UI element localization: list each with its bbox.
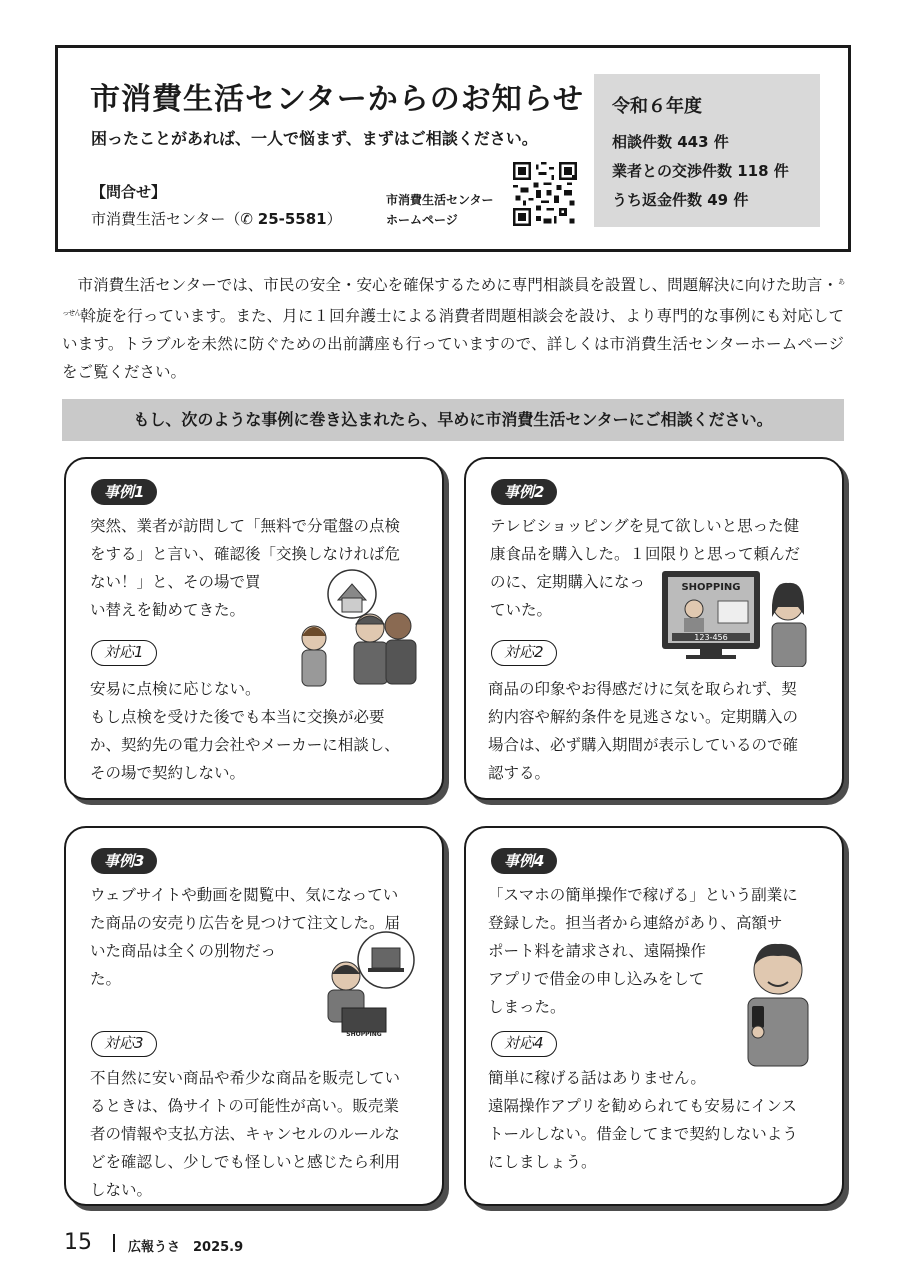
- online-shopping-illustration: [306, 930, 424, 1040]
- case-text-2-line: テレビショッピングを見て欲しいと思った健: [490, 517, 800, 535]
- salesman-illustration: [294, 566, 434, 690]
- case-text-3-line: た。: [90, 970, 122, 988]
- intro-part2: 斡旋を行っています。また、月に１回弁護士による消費者問題相談会を設け、より専門的な事例にも対応しています。トラブルを未然に防ぐための出前講座も行っていますので、詳しくは市消費生活センターホームページをご覧ください。: [62, 307, 844, 382]
- stats-panel: [594, 74, 820, 227]
- response-text-1: [90, 675, 430, 787]
- case-text-1-line: ない！」と、その場で買: [90, 573, 261, 591]
- package-label: SHOPPING: [346, 1031, 382, 1038]
- response-label-1: 対応1: [91, 640, 157, 666]
- response-text-1-line: か、契約先の電力会社やメーカーに相談し、: [90, 736, 400, 754]
- contact-phone[interactable]: 25-5581: [257, 210, 327, 228]
- smartphone-man-illustration: [738, 936, 818, 1068]
- contact-label: 【問合せ】: [91, 183, 167, 201]
- case-text-3-line: ウェブサイトや動画を閲覧中、気になってい: [90, 886, 399, 904]
- intro-furigana: あっせん: [62, 278, 844, 318]
- contact-name: 市消費生活センター（: [91, 210, 241, 228]
- case-text-1-line: をする」と言い、確認後「交換しなければ危: [90, 545, 401, 563]
- case-label-1: 事例1: [91, 479, 157, 505]
- notice-subtitle: 困ったことがあれば、一人で悩まず、まずはご相談ください。: [91, 129, 538, 148]
- case-text-4-line: ポート料を請求され、遠隔操作: [488, 942, 706, 960]
- response-text-1-line: もし点検を受けた後でも本当に交換が必要: [90, 708, 385, 726]
- package-icon: [342, 1008, 386, 1032]
- qr-code[interactable]: [513, 162, 577, 226]
- case-text-1-line: い替えを勧めてきた。: [90, 601, 246, 619]
- case-label-4: 事例4: [491, 848, 557, 874]
- case-text-4-line: 登録した。担当者から連絡があり、高額サ: [488, 914, 783, 932]
- case-text-3-line: いた商品は全くの別物だっ: [90, 942, 277, 960]
- footer-divider: [113, 1234, 115, 1252]
- response-text-2-line: 場合は、必ず購入期間が表示しているので確: [488, 736, 799, 754]
- response-text-2-line: 商品の印象やお得感だけに気を取られず、契: [488, 680, 797, 698]
- response-text-3-line: るときは、偽サイトの可能性が高い。販売業: [90, 1097, 399, 1115]
- homepage-label-line2: ホームページ: [386, 213, 458, 227]
- stat-refunds: うち返金件数 49 件: [612, 191, 749, 209]
- case-text-2-line: ていた。: [490, 601, 553, 619]
- tv-shopping-illustration: [660, 567, 820, 667]
- response-label-2: 対応2: [491, 640, 557, 666]
- tv-shopping-sign: SHOPPING: [681, 582, 741, 593]
- phone-icon: ✆: [240, 210, 253, 228]
- response-label-4: 対応4: [491, 1031, 557, 1057]
- case-text-3-line: た商品の安売り広告を見つけて注文した。届: [90, 914, 401, 932]
- case-text-2-line: 康食品を購入した。１回限りと思って頼んだ: [490, 545, 801, 563]
- response-text-4-line: にしましょう。: [488, 1153, 597, 1171]
- intro-paragraph: [62, 268, 844, 386]
- intro-part1: 市消費生活センターでは、市民の安全・安心を確保するために専門相談員を設置し、問題解決に向けた助言・: [62, 276, 838, 295]
- case-text-4-line: アプリで借金の申し込みをして: [488, 970, 705, 988]
- case-card-2: [464, 457, 844, 800]
- response-text-2-line: 約内容や解約条件を見逃さない。定期購入の: [488, 708, 799, 726]
- response-text-3-line: 者の情報や支払方法、キャンセルのルールな: [90, 1125, 400, 1143]
- tv-phone-number: 123-456: [694, 633, 728, 642]
- response-text-2-line: 認する。: [488, 764, 551, 782]
- response-text-4: [488, 1064, 833, 1176]
- case-text-1-line: 突然、業者が訪問して「無料で分電盤の点検: [90, 517, 401, 535]
- homepage-label: [386, 190, 494, 230]
- response-text-2: [488, 675, 833, 787]
- smartphone-icon: [752, 1006, 764, 1028]
- case-card-3: [64, 826, 444, 1206]
- publication-name: 広報うさ 2025.9: [128, 1240, 244, 1255]
- case-card-1: [64, 457, 444, 800]
- contact-info: [91, 208, 342, 229]
- case-text-2-line: のに、定期購入になっ: [490, 573, 646, 591]
- homepage-label-line1: 市消費生活センター: [386, 193, 494, 207]
- response-text-4-line: 遠隔操作アプリを勧められても安易にインス: [488, 1097, 797, 1115]
- notice-title: 市消費生活センターからのお知らせ: [90, 82, 584, 117]
- response-text-4-line: トールしない。借金してまで契約しないよう: [488, 1125, 798, 1143]
- response-label-3: 対応3: [91, 1031, 157, 1057]
- case-text-4-line: 「スマホの簡単操作で稼げる」という副業に: [488, 886, 798, 904]
- response-text-3: [90, 1064, 435, 1204]
- case-text-4-line: しまった。: [488, 998, 566, 1016]
- page-number: 15: [64, 1230, 92, 1255]
- notice-header: [55, 45, 851, 252]
- response-text-4-line: 簡単に稼げる話はありません。: [488, 1069, 706, 1087]
- response-text-1-line: 安易に点検に応じない。: [90, 680, 261, 698]
- case-label-3: 事例3: [91, 848, 157, 874]
- case-card-4: [464, 826, 844, 1206]
- laptop-icon: [372, 948, 400, 968]
- response-text-3-line: 不自然に安い商品や希少な商品を販売してい: [90, 1069, 401, 1087]
- response-text-1-line: その場で契約しない。: [90, 764, 246, 782]
- stats-title: 令和６年度: [612, 96, 702, 117]
- case-label-2: 事例2: [491, 479, 557, 505]
- stat-consultations: 相談件数 443 件: [612, 133, 729, 151]
- response-text-3-line: しない。: [90, 1181, 153, 1199]
- stat-negotiations: 業者との交渉件数 118 件: [612, 162, 789, 180]
- response-text-3-line: どを確認し、少しでも怪しいと感じたら利用: [90, 1153, 401, 1171]
- contact-close: ）: [326, 210, 342, 228]
- advice-banner: もし、次のような事例に巻き込まれたら、早めに市消費生活センターにご相談ください。: [62, 399, 844, 441]
